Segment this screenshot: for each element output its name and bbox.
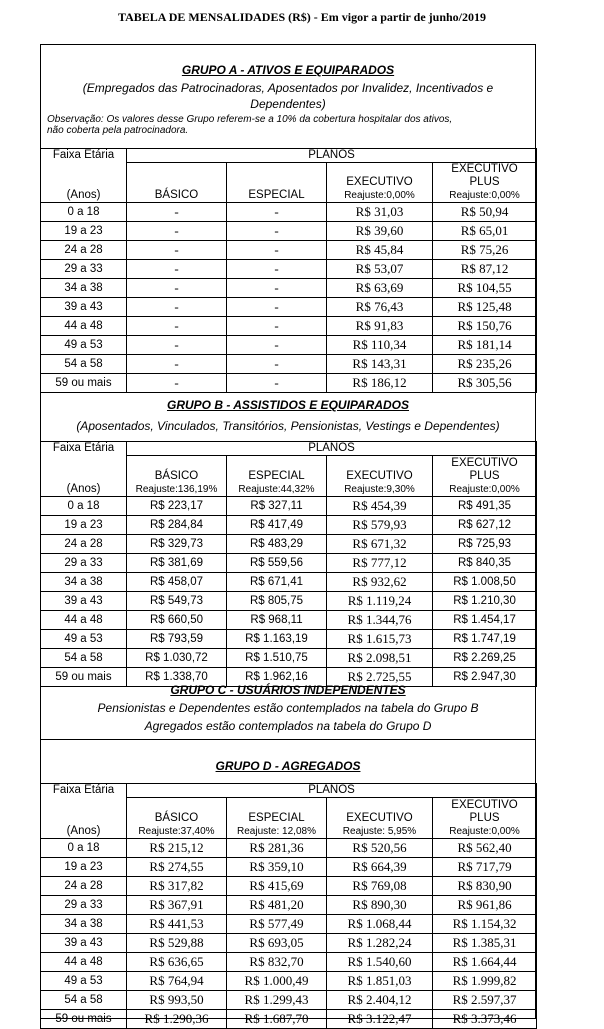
faixa-header: Faixa Etária bbox=[41, 442, 127, 456]
group-b-table-wrap bbox=[41, 441, 535, 687]
executivo-header: EXECUTIVO Reajuste: 5,95% bbox=[327, 798, 433, 839]
especial-cell: - bbox=[227, 279, 327, 298]
especial-cell: - bbox=[227, 260, 327, 279]
executivo-plus-cell: R$ 181,14 bbox=[433, 336, 537, 355]
faixa-cell: 34 a 38 bbox=[41, 279, 127, 298]
group-d-table-wrap bbox=[41, 783, 535, 1029]
faixa-cell: 24 a 28 bbox=[41, 877, 127, 896]
executivo-plus-cell: R$ 562,40 bbox=[433, 839, 537, 858]
especial-cell: R$ 1.000,49 bbox=[227, 972, 327, 991]
especial-cell: R$ 693,05 bbox=[227, 934, 327, 953]
table-row bbox=[41, 374, 537, 393]
executivo-cell: R$ 1.851,03 bbox=[327, 972, 433, 991]
faixa-cell: 24 a 28 bbox=[41, 241, 127, 260]
executivo-cell: R$ 671,32 bbox=[327, 535, 433, 554]
table-row bbox=[41, 260, 537, 279]
basico-cell: R$ 660,50 bbox=[127, 611, 227, 630]
faixa-cell: 59 ou mais bbox=[41, 1010, 127, 1029]
basico-cell: - bbox=[127, 260, 227, 279]
executivo-cell: R$ 664,39 bbox=[327, 858, 433, 877]
executivo-plus-cell: R$ 1.747,19 bbox=[433, 630, 537, 649]
faixa-cell: 49 a 53 bbox=[41, 336, 127, 355]
executivo-cell: R$ 1.615,73 bbox=[327, 630, 433, 649]
especial-cell: R$ 415,69 bbox=[227, 877, 327, 896]
group-c-line-1: Pensionistas e Dependentes estão contemplados na tabela do Grupo B bbox=[97, 701, 479, 715]
group-d-title: GRUPO D - AGREGADOS bbox=[215, 759, 361, 773]
executivo-plus-header: EXECUTIVO PLUS Reajuste:0,00% bbox=[433, 163, 537, 203]
basico-cell: - bbox=[127, 298, 227, 317]
executivo-cell: R$ 110,34 bbox=[327, 336, 433, 355]
executivo-plus-cell: R$ 961,86 bbox=[433, 896, 537, 915]
group-a-table bbox=[40, 148, 537, 393]
executivo-cell: R$ 769,08 bbox=[327, 877, 433, 896]
executivo-plus-cell: R$ 2.269,25 bbox=[433, 649, 537, 668]
faixa-cell: 59 ou mais bbox=[41, 374, 127, 393]
group-b-table bbox=[40, 441, 537, 687]
table-row bbox=[41, 222, 537, 241]
group-c-line-2: Agregados estão contemplados na tabela do Grupo D bbox=[144, 719, 432, 733]
basico-cell: R$ 381,69 bbox=[127, 554, 227, 573]
executivo-cell: R$ 53,07 bbox=[327, 260, 433, 279]
basico-cell: R$ 1.338,70 bbox=[127, 668, 227, 687]
basico-cell: R$ 1.030,72 bbox=[127, 649, 227, 668]
especial-cell: R$ 671,41 bbox=[227, 573, 327, 592]
table-row bbox=[41, 336, 537, 355]
executivo-plus-cell: R$ 75,26 bbox=[433, 241, 537, 260]
table-row bbox=[41, 953, 537, 972]
basico-cell: R$ 215,12 bbox=[127, 839, 227, 858]
faixa-cell: 19 a 23 bbox=[41, 222, 127, 241]
table-row bbox=[41, 858, 537, 877]
basico-cell: R$ 284,84 bbox=[127, 516, 227, 535]
executivo-cell: R$ 91,83 bbox=[327, 317, 433, 336]
faixa-header: Faixa Etária bbox=[41, 149, 127, 163]
faixa-cell: 54 a 58 bbox=[41, 355, 127, 374]
especial-cell: - bbox=[227, 222, 327, 241]
basico-cell: - bbox=[127, 279, 227, 298]
basico-cell: R$ 458,07 bbox=[127, 573, 227, 592]
group-c-divider bbox=[41, 739, 535, 740]
basico-cell: R$ 317,82 bbox=[127, 877, 227, 896]
table-row bbox=[41, 839, 537, 858]
especial-cell: R$ 1.962,16 bbox=[227, 668, 327, 687]
executivo-cell: R$ 890,30 bbox=[327, 896, 433, 915]
table-row bbox=[41, 934, 537, 953]
faixa-cell: 54 a 58 bbox=[41, 991, 127, 1010]
especial-cell: - bbox=[227, 203, 327, 222]
basico-cell: R$ 764,94 bbox=[127, 972, 227, 991]
basico-cell: - bbox=[127, 374, 227, 393]
table-row bbox=[41, 535, 537, 554]
executivo-cell: R$ 520,56 bbox=[327, 839, 433, 858]
executivo-cell: R$ 143,31 bbox=[327, 355, 433, 374]
executivo-cell: R$ 76,43 bbox=[327, 298, 433, 317]
executivo-cell: R$ 1.540,60 bbox=[327, 953, 433, 972]
executivo-cell: R$ 2.725,55 bbox=[327, 668, 433, 687]
executivo-header: EXECUTIVO Reajuste:0,00% bbox=[327, 163, 433, 203]
faixa-cell: 29 a 33 bbox=[41, 554, 127, 573]
table-row bbox=[41, 649, 537, 668]
especial-header: ESPECIAL Reajuste:44,32% bbox=[227, 456, 327, 497]
group-a-subtitle-1: (Empregados das Patrocinadoras, Aposentados por Invalidez, Incentivados e bbox=[82, 81, 494, 95]
group-a-table-wrap bbox=[41, 148, 535, 393]
executivo-plus-header: EXECUTIVO PLUS Reajuste:0,00% bbox=[433, 456, 537, 497]
table-row bbox=[41, 317, 537, 336]
executivo-cell: R$ 63,69 bbox=[327, 279, 433, 298]
executivo-plus-cell: R$ 1.454,17 bbox=[433, 611, 537, 630]
anos-header: (Anos) bbox=[41, 798, 127, 839]
especial-cell: R$ 359,10 bbox=[227, 858, 327, 877]
executivo-cell: R$ 2.404,12 bbox=[327, 991, 433, 1010]
basico-cell: - bbox=[127, 241, 227, 260]
faixa-cell: 0 a 18 bbox=[41, 839, 127, 858]
especial-cell: R$ 559,56 bbox=[227, 554, 327, 573]
group-d-header bbox=[41, 759, 535, 773]
faixa-cell: 49 a 53 bbox=[41, 630, 127, 649]
group-b-header bbox=[41, 398, 535, 434]
faixa-cell: 29 a 33 bbox=[41, 260, 127, 279]
especial-cell: R$ 327,11 bbox=[227, 497, 327, 516]
executivo-plus-cell: R$ 2.597,37 bbox=[433, 991, 537, 1010]
anos-header: (Anos) bbox=[41, 456, 127, 497]
executivo-plus-cell: R$ 104,55 bbox=[433, 279, 537, 298]
basico-cell: R$ 636,65 bbox=[127, 953, 227, 972]
executivo-cell: R$ 1.282,24 bbox=[327, 934, 433, 953]
executivo-plus-cell: R$ 1.154,32 bbox=[433, 915, 537, 934]
executivo-plus-cell: R$ 830,90 bbox=[433, 877, 537, 896]
especial-cell: - bbox=[227, 241, 327, 260]
basico-cell: R$ 329,73 bbox=[127, 535, 227, 554]
executivo-plus-cell: R$ 1.664,44 bbox=[433, 953, 537, 972]
faixa-cell: 44 a 48 bbox=[41, 611, 127, 630]
group-b-subtitle: (Aposentados, Vinculados, Transitórios, Pensionistas, Vestings e Dependentes) bbox=[76, 419, 500, 433]
executivo-plus-cell: R$ 125,48 bbox=[433, 298, 537, 317]
executivo-header: EXECUTIVO Reajuste:9,30% bbox=[327, 456, 433, 497]
table-row bbox=[41, 611, 537, 630]
table-row bbox=[41, 1010, 537, 1029]
table-row bbox=[41, 877, 537, 896]
table-row bbox=[41, 573, 537, 592]
anos-header: (Anos) bbox=[41, 163, 127, 203]
especial-cell: R$ 1.163,19 bbox=[227, 630, 327, 649]
group-a-header bbox=[41, 63, 535, 136]
executivo-cell: R$ 31,03 bbox=[327, 203, 433, 222]
faixa-cell: 29 a 33 bbox=[41, 896, 127, 915]
especial-cell: R$ 1.687,70 bbox=[227, 1010, 327, 1029]
faixa-cell: 39 a 43 bbox=[41, 592, 127, 611]
price-table-frame bbox=[40, 44, 536, 1026]
especial-cell: R$ 1.510,75 bbox=[227, 649, 327, 668]
basico-header: BÁSICO Reajuste:37,40% bbox=[127, 798, 227, 839]
table-row bbox=[41, 298, 537, 317]
executivo-cell: R$ 3.122,47 bbox=[327, 1010, 433, 1029]
planos-header: PLANOS bbox=[127, 149, 537, 163]
executivo-cell: R$ 1.119,24 bbox=[327, 592, 433, 611]
group-a-note-1: Observação: Os valores desse Grupo referem-se a 10% da cobertura hospitalar dos ativos, bbox=[47, 114, 453, 125]
executivo-cell: R$ 777,12 bbox=[327, 554, 433, 573]
planos-header: PLANOS bbox=[127, 784, 537, 798]
especial-cell: R$ 481,20 bbox=[227, 896, 327, 915]
executivo-plus-cell: R$ 717,79 bbox=[433, 858, 537, 877]
basico-cell: - bbox=[127, 203, 227, 222]
faixa-cell: 19 a 23 bbox=[41, 516, 127, 535]
executivo-plus-cell: R$ 65,01 bbox=[433, 222, 537, 241]
basico-cell: - bbox=[127, 222, 227, 241]
especial-cell: - bbox=[227, 336, 327, 355]
basico-cell: - bbox=[127, 355, 227, 374]
especial-cell: - bbox=[227, 355, 327, 374]
basico-cell: R$ 993,50 bbox=[127, 991, 227, 1010]
executivo-cell: R$ 579,93 bbox=[327, 516, 433, 535]
faixa-cell: 0 a 18 bbox=[41, 203, 127, 222]
executivo-cell: R$ 1.344,76 bbox=[327, 611, 433, 630]
especial-cell: R$ 281,36 bbox=[227, 839, 327, 858]
group-a-title: GRUPO A - ATIVOS E EQUIPARADOS bbox=[181, 63, 395, 77]
especial-cell: - bbox=[227, 298, 327, 317]
especial-cell: R$ 805,75 bbox=[227, 592, 327, 611]
faixa-cell: 49 a 53 bbox=[41, 972, 127, 991]
executivo-plus-cell: R$ 3.373,46 bbox=[433, 1010, 537, 1029]
group-b-title: GRUPO B - ASSISTIDOS E EQUIPARADOS bbox=[166, 398, 410, 412]
executivo-cell: R$ 186,12 bbox=[327, 374, 433, 393]
executivo-plus-cell: R$ 491,35 bbox=[433, 497, 537, 516]
especial-cell: R$ 483,29 bbox=[227, 535, 327, 554]
basico-cell: R$ 1.290,36 bbox=[127, 1010, 227, 1029]
table-row bbox=[41, 991, 537, 1010]
table-row bbox=[41, 592, 537, 611]
especial-header: ESPECIAL bbox=[227, 163, 327, 203]
table-row bbox=[41, 554, 537, 573]
executivo-plus-cell: R$ 627,12 bbox=[433, 516, 537, 535]
faixa-cell: 44 a 48 bbox=[41, 953, 127, 972]
basico-cell: R$ 441,53 bbox=[127, 915, 227, 934]
table-row bbox=[41, 497, 537, 516]
basico-cell: R$ 549,73 bbox=[127, 592, 227, 611]
executivo-plus-header: EXECUTIVO PLUS Reajuste:0,00% bbox=[433, 798, 537, 839]
faixa-header: Faixa Etária bbox=[41, 784, 127, 798]
especial-cell: R$ 417,49 bbox=[227, 516, 327, 535]
executivo-cell: R$ 454,39 bbox=[327, 497, 433, 516]
executivo-cell: R$ 1.068,44 bbox=[327, 915, 433, 934]
especial-cell: - bbox=[227, 374, 327, 393]
basico-cell: R$ 367,91 bbox=[127, 896, 227, 915]
basico-cell: R$ 274,55 bbox=[127, 858, 227, 877]
especial-cell: R$ 577,49 bbox=[227, 915, 327, 934]
executivo-cell: R$ 45,84 bbox=[327, 241, 433, 260]
executivo-plus-cell: R$ 840,35 bbox=[433, 554, 537, 573]
executivo-plus-cell: R$ 305,56 bbox=[433, 374, 537, 393]
executivo-plus-cell: R$ 1.210,30 bbox=[433, 592, 537, 611]
table-row bbox=[41, 203, 537, 222]
basico-cell: R$ 793,59 bbox=[127, 630, 227, 649]
especial-header: ESPECIAL Reajuste: 12,08% bbox=[227, 798, 327, 839]
basico-cell: R$ 223,17 bbox=[127, 497, 227, 516]
faixa-cell: 54 a 58 bbox=[41, 649, 127, 668]
faixa-cell: 34 a 38 bbox=[41, 915, 127, 934]
faixa-cell: 39 a 43 bbox=[41, 298, 127, 317]
table-row bbox=[41, 241, 537, 260]
page-title: TABELA DE MENSALIDADES (R$) - Em vigor a partir de junho/2019 bbox=[117, 10, 487, 24]
table-row bbox=[41, 355, 537, 374]
table-row bbox=[41, 972, 537, 991]
especial-cell: R$ 1.299,43 bbox=[227, 991, 327, 1010]
group-c-title: GRUPO C - USUÁRIOS INDEPENDENTES bbox=[170, 683, 406, 697]
executivo-plus-cell: R$ 2.947,30 bbox=[433, 668, 537, 687]
table-row bbox=[41, 279, 537, 298]
basico-cell: - bbox=[127, 336, 227, 355]
executivo-plus-cell: R$ 50,94 bbox=[433, 203, 537, 222]
faixa-cell: 19 a 23 bbox=[41, 858, 127, 877]
faixa-cell: 34 a 38 bbox=[41, 573, 127, 592]
especial-cell: - bbox=[227, 317, 327, 336]
especial-cell: R$ 968,11 bbox=[227, 611, 327, 630]
planos-header: PLANOS bbox=[127, 442, 537, 456]
group-d-table bbox=[40, 783, 537, 1029]
especial-cell: R$ 832,70 bbox=[227, 953, 327, 972]
group-a-note-2: não coberta pela patrocinadora. bbox=[47, 125, 189, 136]
faixa-cell: 24 a 28 bbox=[41, 535, 127, 554]
executivo-plus-cell: R$ 1.999,82 bbox=[433, 972, 537, 991]
table-row bbox=[41, 896, 537, 915]
table-row bbox=[41, 630, 537, 649]
basico-header: BÁSICO Reajuste:136,19% bbox=[127, 456, 227, 497]
executivo-plus-cell: R$ 1.385,31 bbox=[433, 934, 537, 953]
faixa-cell: 44 a 48 bbox=[41, 317, 127, 336]
executivo-plus-cell: R$ 1.008,50 bbox=[433, 573, 537, 592]
executivo-cell: R$ 932,62 bbox=[327, 573, 433, 592]
basico-cell: R$ 529,88 bbox=[127, 934, 227, 953]
executivo-plus-cell: R$ 87,12 bbox=[433, 260, 537, 279]
faixa-cell: 39 a 43 bbox=[41, 934, 127, 953]
faixa-cell: 0 a 18 bbox=[41, 497, 127, 516]
executivo-cell: R$ 2.098,51 bbox=[327, 649, 433, 668]
executivo-cell: R$ 39,60 bbox=[327, 222, 433, 241]
executivo-plus-cell: R$ 235,26 bbox=[433, 355, 537, 374]
basico-cell: - bbox=[127, 317, 227, 336]
group-c-block bbox=[41, 681, 535, 735]
faixa-cell: 59 ou mais bbox=[41, 668, 127, 687]
basico-header: BÁSICO bbox=[127, 163, 227, 203]
group-a-subtitle-2: Dependentes) bbox=[250, 97, 326, 111]
executivo-plus-cell: R$ 150,76 bbox=[433, 317, 537, 336]
table-row bbox=[41, 516, 537, 535]
executivo-plus-cell: R$ 725,93 bbox=[433, 535, 537, 554]
table-row bbox=[41, 915, 537, 934]
